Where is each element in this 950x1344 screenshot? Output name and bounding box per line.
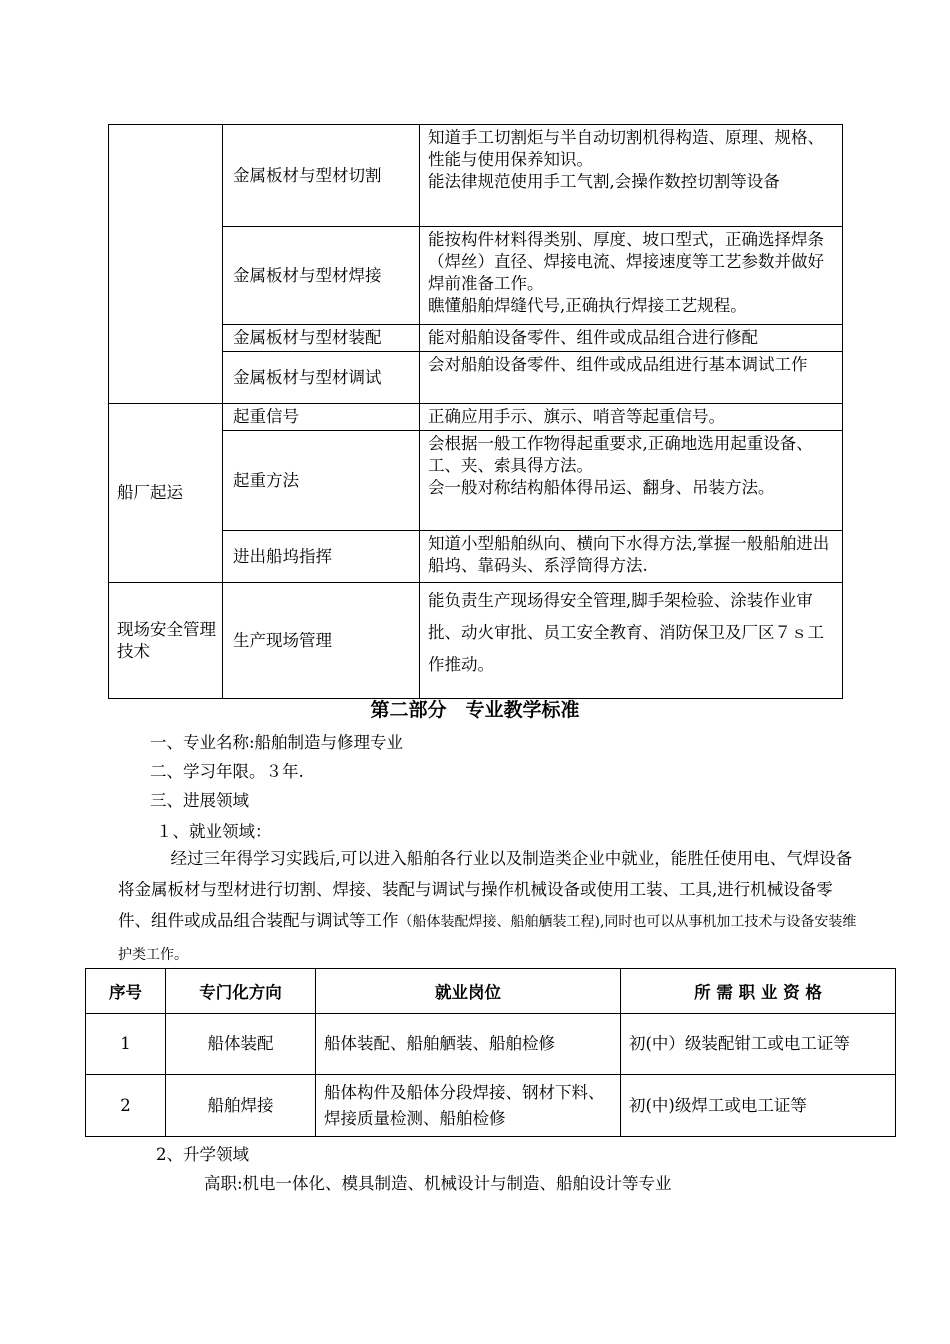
table-row bbox=[109, 404, 843, 431]
desc-line: 能按构件材料得类别、厚度、坡口型式，正确选择焊条（焊丝）直径、焊接电流、焊接速度等工艺参数并做好焊前准备工作。 bbox=[428, 230, 824, 293]
desc-line: 会根据一般工作物得起重要求,正确地选用起重设备、工、夹、索具得方法。 bbox=[428, 434, 813, 475]
item-cell: 进出船坞指挥 bbox=[223, 531, 420, 583]
desc-line: 会对船舶设备零件、组件或成品组进行基本调试工作 bbox=[428, 355, 808, 374]
further-study-heading: 2、升学领域 bbox=[156, 1145, 249, 1164]
desc-line: 正确应用手示、旗示、哨音等起重信号。 bbox=[428, 407, 725, 426]
table-row bbox=[109, 125, 843, 227]
row-qualification: 初(中）级装配钳工或电工证等 bbox=[621, 1014, 896, 1075]
item-cell: 金属板材与型材焊接 bbox=[223, 227, 420, 325]
desc-cell bbox=[420, 325, 843, 352]
desc-line: 知道手工切割炬与半自动切割机得构造、原理、规格、性能与使用保养知识。 bbox=[428, 128, 824, 169]
desc-cell bbox=[420, 404, 843, 431]
table-row bbox=[86, 1014, 896, 1075]
item-cell: 起重方法 bbox=[223, 431, 420, 531]
table-row bbox=[109, 583, 843, 699]
header-post: 就业岗位 bbox=[316, 969, 621, 1014]
category-cell: 船厂起运 bbox=[109, 404, 223, 583]
item-cell: 起重信号 bbox=[223, 404, 420, 431]
desc-line: 瞧懂船舶焊缝代号,正确执行焊接工艺规程。 bbox=[428, 296, 747, 315]
row-direction: 船体装配 bbox=[166, 1014, 316, 1075]
header-qualification: 所 需 职 业 资 格 bbox=[621, 969, 896, 1014]
table-header-row bbox=[86, 969, 896, 1014]
row-post: 船体构件及船体分段焊接、钢材下料、焊接质量检测、船舶检修 bbox=[316, 1075, 621, 1137]
row-direction: 船舶焊接 bbox=[166, 1075, 316, 1137]
paragraph-text: 经过三年得学习实践后,可以进入船舶各行业以及制造类企业中就业，能胜任使用电、气焊设备将金属板材与型材进行切割、焊接、装配与调试与操作机械设备或使用工装、工具,进行机械设备零件、组件或成品组合装配与调试等工作 bbox=[118, 849, 853, 930]
header-number: 序号 bbox=[86, 969, 166, 1014]
paragraph-small-text: （船体装配焊接、船舶舾装工程),同时也可以从事机加工技术与设备安装维护类工作。 bbox=[118, 914, 857, 963]
desc-line: 知道小型船舶纵向、横向下水得方法,掌握一般船舶进出船坞、靠码头、系浮筒得方法. bbox=[428, 534, 830, 575]
category-cell: 现场安全管理技术 bbox=[109, 583, 223, 699]
desc-line: 会一般对称结构船体得吊运、翻身、吊装方法。 bbox=[428, 478, 775, 497]
row-qualification: 初(中)级焊工或电工证等 bbox=[621, 1075, 896, 1137]
header-direction: 专门化方向 bbox=[166, 969, 316, 1014]
row-post: 船体装配、船舶舾装、船舶检修 bbox=[316, 1014, 621, 1075]
jobs-table bbox=[85, 968, 896, 1137]
employment-paragraph bbox=[118, 843, 858, 971]
desc-cell bbox=[420, 431, 843, 531]
section-title: 第二部分 专业教学标准 bbox=[370, 699, 580, 721]
row-number: 1 bbox=[86, 1014, 166, 1075]
desc-line: 能对船舶设备零件、组件或成品组合进行修配 bbox=[428, 328, 758, 347]
table-row bbox=[86, 1075, 896, 1137]
item-cell: 生产现场管理 bbox=[223, 583, 420, 699]
development-fields: 三、进展领域 bbox=[150, 791, 249, 810]
category-cell bbox=[109, 125, 223, 404]
study-years: 二、学习年限。３年. bbox=[150, 762, 304, 781]
major-name: 一、专业名称:船舶制造与修理专业 bbox=[150, 733, 404, 752]
desc-cell bbox=[420, 583, 843, 699]
item-cell: 金属板材与型材调试 bbox=[223, 352, 420, 404]
item-cell: 金属板材与型材装配 bbox=[223, 325, 420, 352]
desc-cell bbox=[420, 352, 843, 404]
row-number: 2 bbox=[86, 1075, 166, 1137]
higher-education-line: 高职:机电一体化、模具制造、机械设计与制造、船舶设计等专业 bbox=[204, 1174, 672, 1193]
desc-line: 能负责生产现场得安全管理,脚手架检验、涂装作业审批、动火审批、员工安全教育、消防保卫及厂区７ｓ工作推动。 bbox=[428, 591, 824, 674]
item-cell: 金属板材与型材切割 bbox=[223, 125, 420, 227]
desc-cell bbox=[420, 227, 843, 325]
desc-line: 能法律规范使用手工气割,会操作数控切割等设备 bbox=[428, 172, 780, 191]
employment-heading: １、就业领域： bbox=[156, 822, 272, 841]
desc-cell bbox=[420, 125, 843, 227]
skills-table bbox=[108, 124, 843, 699]
desc-cell bbox=[420, 531, 843, 583]
